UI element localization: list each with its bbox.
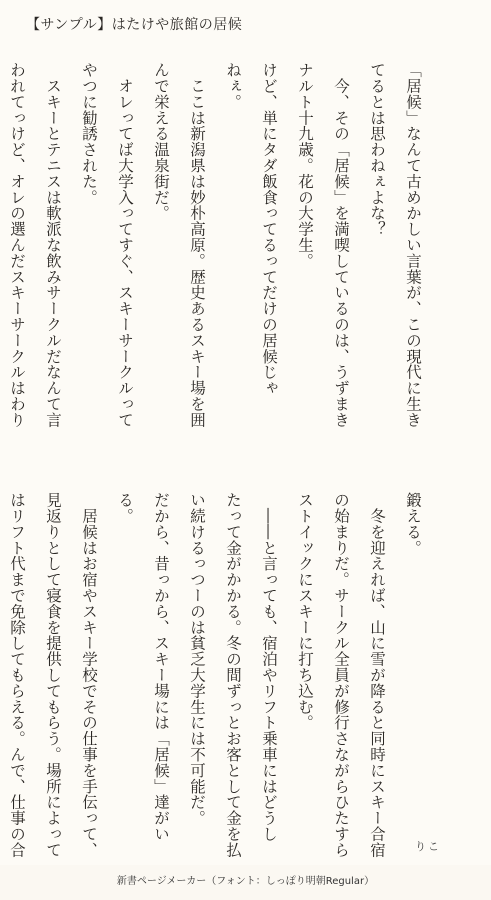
page-title: 【サンプル】はたけや旅館の居候 — [26, 17, 243, 33]
text-line: 鍛える。 — [404, 492, 422, 556]
text-line: ストイックにスキーに打ち込む。 — [296, 492, 314, 731]
text-line: の始まりだ。サークル全員が修行さながらひたすら — [332, 492, 350, 858]
text-block-upper — [0, 62, 431, 428]
text-line: ナルト十九歳。花の大学生。 — [296, 62, 314, 269]
text-line: る。 — [116, 492, 134, 524]
text-line: 居候はお宿やスキー学校でその仕事を手伝って、 — [80, 492, 98, 858]
text-line: んで栄える温泉街だ。 — [152, 62, 170, 221]
text-line: い続けるっつーのは貧乏大学生には不可能だ。 — [188, 492, 206, 826]
text-line: オレってば大学入ってすぐ、スキーサークルって — [116, 62, 134, 428]
text-line: だから、昔っから、スキー場には「居候」達がい — [152, 492, 170, 842]
text-line: 冬を迎えれば、山に雪が降ると同時にスキー合宿 — [368, 492, 386, 858]
text-line: 今、その「居候」を満喫しているのは、うずまき — [332, 62, 350, 428]
text-line: ――と言っても、宿泊やリフト乗車にはどうし — [260, 492, 278, 842]
text-line: やつに勧誘された。 — [80, 62, 98, 206]
text-line: われてっけど、オレの選んだスキーサークルはわり — [8, 62, 26, 428]
text-line: てるとは思わねぇよな？ — [368, 62, 386, 237]
text-line: たって金がかかる。冬の間ずっとお客として金を払 — [224, 492, 242, 858]
text-line: 見返りとして寝食を提供してもらう。場所によって — [44, 492, 62, 858]
text-line: はリフト代まで免除してもらえる。んで、仕事の合 — [8, 492, 26, 858]
text-line: ここは新潟県は妙朴高原。歴史あるスキー場を囲 — [188, 62, 206, 428]
text-line: けど、単にタダ飯食ってるってだけの居候じゃ — [260, 62, 278, 396]
text-line: ねぇ。 — [224, 62, 242, 110]
author-name: りこ — [415, 840, 441, 853]
footer-credit: 新書ページメーカー（フォント：しっぽり明朝Regular） — [116, 876, 375, 887]
text-line: 「居候」なんて古めかしい言葉が、この現代に生き — [404, 62, 422, 428]
text-line: スキーとテニスは軟派な飲みサークルだなんて言 — [44, 62, 62, 428]
